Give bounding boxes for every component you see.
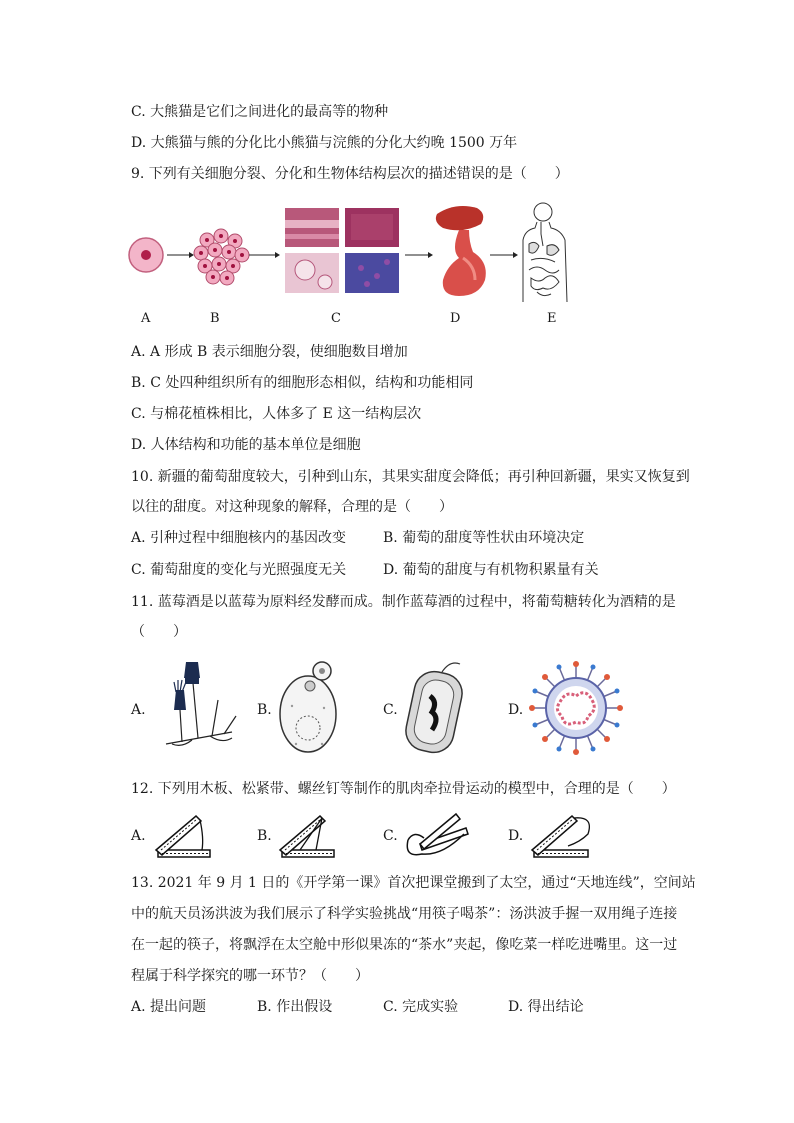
q11-option-c-label: C. [383, 702, 398, 718]
q13-stem-line4: 程属于科学探究的哪一环节？（ ） [131, 968, 369, 984]
q13-stem-line2: 中的航天员汤洪波为我们展示了科学实验挑战“用筷子喝茶”：汤洪波手握一双用绳子连接 [131, 906, 678, 922]
cell-hierarchy-figure [125, 200, 595, 310]
q12-option-a-label: A. [131, 828, 146, 844]
q8-option-c: C. 大熊猫是它们之间进化的最高等的物种 [131, 104, 389, 120]
q12-option-d-label: D. [508, 828, 524, 844]
q9-option-a: A. A 形成 B 表示细胞分裂，使细胞数目增加 [131, 344, 408, 360]
fig9-label-a: A [141, 311, 151, 326]
muscle-model-b-image [276, 810, 344, 862]
yeast-cell-image [274, 658, 344, 756]
human-body-system-image [523, 203, 567, 302]
q11-option-d-label: D. [508, 702, 524, 718]
q9-option-c: C. 与棉花植株相比，人体多了 E 这一结构层次 [131, 406, 422, 422]
q13-option-a: A. 提出问题 [131, 999, 207, 1015]
virus-image [528, 660, 624, 756]
q9-stem: 9. 下列有关细胞分裂、分化和生物体结构层次的描述错误的是（ ） [131, 166, 569, 182]
q10-option-d: D. 葡萄的甜度与有机物积累量有关 [383, 562, 599, 578]
q12-stem: 12. 下列用木板、松紧带、螺丝钉等制作的肌肉牵拉骨运动的模型中，合理的是（ ） [131, 781, 676, 797]
fertilized-egg-image [129, 238, 163, 272]
fig9-label-d: D [450, 311, 461, 326]
q10-option-b: B. 葡萄的甜度等性状由环境决定 [383, 530, 585, 546]
q10-stem-line1: 10. 新疆的葡萄甜度较大，引种到山东，其果实甜度会降低；再引种回新疆，果实又恢复到 [131, 469, 690, 485]
q10-stem-line2: 以往的甜度。对这种现象的解释，合理的是（ ） [131, 499, 453, 515]
tissue-micrographs-image [285, 208, 399, 293]
q11-option-a-label: A. [131, 702, 146, 718]
muscle-model-d-image [528, 810, 598, 862]
q13-stem-line1: 13. 2021 年 9 月 1 日的《开学第一课》首次把课堂搬到了太空，通过“天地连线”，空间站 [131, 875, 696, 891]
q13-option-d: D. 得出结论 [508, 999, 584, 1015]
fig9-label-e: E [547, 311, 557, 326]
q9-option-d: D. 人体结构和功能的基本单位是细胞 [131, 437, 361, 453]
q12-option-b-label: B. [257, 828, 272, 844]
q13-option-b: B. 作出假设 [257, 999, 333, 1015]
q11-stem-line2: （ ） [131, 624, 187, 640]
fig9-label-c: C [331, 311, 341, 326]
muscle-model-a-image [152, 810, 220, 862]
q10-option-c: C. 葡萄甜度的变化与光照强度无关 [131, 562, 347, 578]
q9-option-b: B. C 处四种组织所有的细胞形态相似，结构和功能相同 [131, 375, 474, 391]
q13-option-c: C. 完成实验 [383, 999, 459, 1015]
q12-option-c-label: C. [383, 828, 398, 844]
q8-option-d: D. 大熊猫与熊的分化比小熊猫与浣熊的分化大约晚 1500 万年 [131, 135, 518, 151]
q11-stem-line1: 11. 蓝莓酒是以蓝莓为原料经发酵而成。制作蓝莓酒的过程中，将葡萄糖转化为酒精的是 [131, 594, 676, 610]
q13-stem-line3: 在一起的筷子，将飘浮在太空舱中形似果冻的“茶水”夹起，像吃菜一样吃进嘴里。这一过 [131, 937, 678, 953]
organs-image [436, 206, 486, 296]
bacterium-image [402, 658, 468, 756]
muscle-model-c-image [402, 810, 474, 864]
q10-option-a: A. 引种过程中细胞核内的基因改变 [131, 530, 347, 546]
fig9-label-b: B [210, 311, 220, 326]
penicillium-image [152, 660, 240, 752]
q11-option-b-label: B. [257, 702, 272, 718]
